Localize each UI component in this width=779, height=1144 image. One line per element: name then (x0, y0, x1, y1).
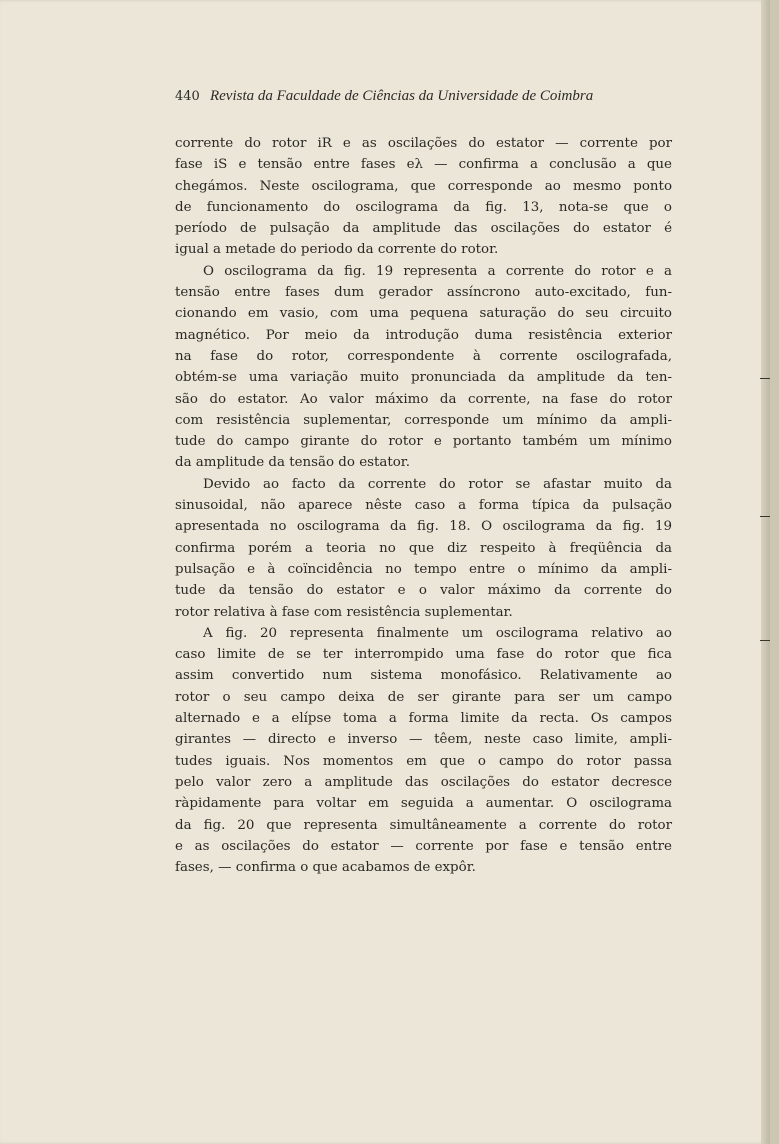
text-line: sinusoidal, não aparece nêste caso a forma típica da pulsação (175, 498, 672, 514)
margin-mark (760, 516, 770, 517)
body-text (175, 133, 672, 878)
text-line: e as oscilações do estator — corrente por fase e tensão entre (175, 838, 672, 854)
text-line: igual a metade do periodo da corrente do rotor. (175, 242, 499, 258)
running-title: Revista da Faculdade de Ciências da Universidade de Coimbra (209, 88, 594, 104)
margin-mark (760, 378, 770, 379)
paragraph (175, 474, 672, 623)
text-line: assim convertido num sistema monofásico. Relativamente ao (175, 668, 672, 684)
text-line: da fig. 20 que representa simultâneamente a corrente do rotor (175, 817, 672, 833)
running-header (175, 88, 675, 105)
text-line: período de pulsação da amplitude das oscilações do estator é (175, 221, 672, 237)
paragraph (175, 261, 672, 474)
text-line: caso limite de se ter interrompido uma fase do rotor que fica (175, 647, 672, 663)
text-line: tudes iguais. Nos momentos em que o campo do rotor passa (175, 753, 672, 769)
text-line: rotor o seu campo deixa de ser girante para ser um campo (175, 689, 672, 705)
paragraph (175, 133, 672, 261)
text-line: O oscilograma da fig. 19 representa a corrente do rotor e a (203, 263, 672, 279)
text-line: rotor relativa à fase com resistência suplementar. (175, 604, 513, 620)
text-line: com resistência suplementar, corresponde um mínimo da ampli- (175, 412, 672, 428)
text-line: são do estator. Ao valor máximo da corrente, na fase do rotor (175, 391, 672, 407)
text-line: chegámos. Neste oscilograma, que corresponde ao mesmo ponto (175, 178, 672, 194)
text-line: A fig. 20 representa finalmente um oscilograma relativo ao (203, 625, 672, 641)
text-line: de funcionamento do oscilograma da fig. 13, nota-se que o (175, 199, 672, 215)
text-line: Devido ao facto da corrente do rotor se afastar muito da (203, 476, 672, 492)
text-line: corrente do rotor iR e as oscilações do estator — corrente por (175, 136, 672, 151)
paragraph (175, 623, 672, 879)
text-line: na fase do rotor, correspondente à corrente oscilografada, (175, 348, 672, 364)
text-line: tude da tensão do estator e o valor máximo da corrente do (175, 583, 672, 599)
text-line: magnético. Por meio da introdução duma resistência exterior (175, 327, 672, 343)
text-line: ràpidamente para voltar em seguida a aumentar. O oscilograma (175, 796, 672, 812)
text-line: pelo valor zero a amplitude das oscilações do estator decresce (175, 774, 672, 790)
margin-mark (760, 640, 770, 641)
text-line: confirma porém a teoria no que diz respeito à freqüência da (175, 540, 672, 556)
text-line: pulsação e à coïncidência no tempo entre o mínimo da ampli- (175, 561, 672, 577)
text-line: girantes — directo e inverso — têem, neste caso limite, ampli- (175, 732, 672, 748)
text-line: fases, — confirma o que acabamos de expôr. (175, 860, 476, 876)
page-number: 440 (175, 89, 200, 104)
text-line: obtém-se uma variação muito pronunciada da amplitude da ten- (175, 370, 672, 386)
text-line: fase iS e tensão entre fases eλ — confirma a conclusão a que (175, 157, 672, 173)
text-line: tensão entre fases dum gerador assíncrono auto-excitado, fun- (175, 285, 672, 301)
text-line: apresentada no oscilograma da fig. 18. O oscilograma da fig. 19 (175, 519, 672, 535)
text-line: tude do campo girante do rotor e portanto também um mínimo (175, 434, 672, 450)
text-line: da amplitude da tensão do estator. (175, 455, 410, 471)
text-line: cionando em vasio, com uma pequena saturação do seu circuito (175, 306, 672, 322)
page-edge (761, 0, 770, 1144)
text-line: alternado e a elípse toma a forma limite da recta. Os campos (175, 711, 672, 727)
